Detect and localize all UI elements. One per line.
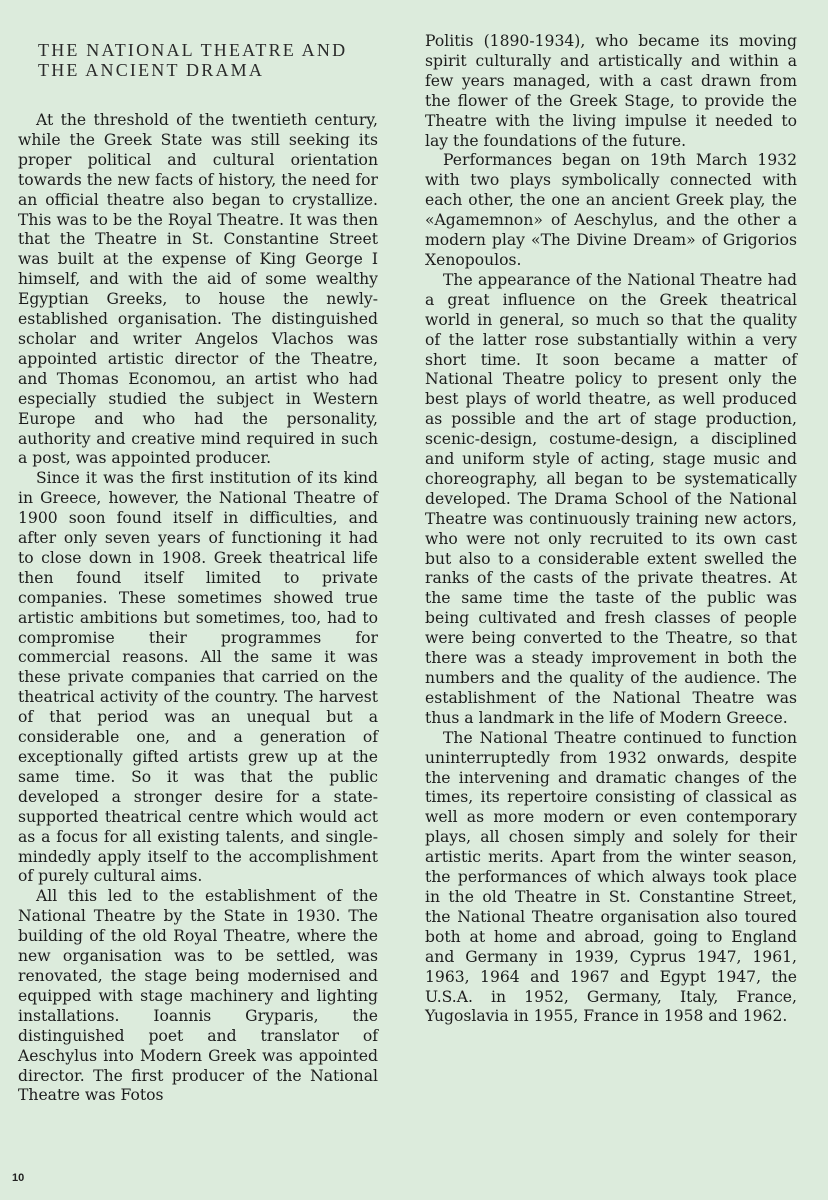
title-line-2: THE ANCIENT DRAMA	[38, 60, 265, 80]
right-column	[425, 32, 797, 1027]
paragraph-1: At the threshold of the twentieth century, while the Greek State was still seeking its proper political and cultural orientation towards the new facts of history, the need for an official theatre also began to crystallize. This was to be the Royal Theatre. It was then that the Theatre in St. Constantine Street was built at the expense of King George I himself, and with the aid of some wealthy Egyptian Greeks, to house the newly-established organisation. The distinguished scholar and writer Angelos Vlachos was appointed artistic director of the Theatre, and Thomas Economou, an artist who had especially studied the subject in Western Europe and who had the personality, authority and creative mind required in such a post, was appointed producer.	[18, 111, 378, 468]
article-title	[38, 40, 388, 80]
paragraph-4: Performances began on 19th March 1932 with two plays symbolically connected with each other, the one an ancient Greek play, the «Agamemnon» of Aeschylus, and the other a modern play «The Divine Dream» of Grigorios Xenopoulos.	[425, 151, 797, 269]
paragraph-6: The National Theatre continued to function uninterruptedly from 1932 onwards, despite the intervening and dramatic changes of the times, its repertoire consisting of classical as well as more modern or even contemporary plays, all chosen simply and solely for their artistic merits. Apart from the winter season, the performances of which always took place in the old Theatre in St. Constantine Street, the National Theatre organisation also toured both at home and abroad, going to England and Germany in 1939, Cyprus 1947, 1961, 1963, 1964 and 1967 and Egypt 1947, the U.S.A. in 1952, Germany, Italy, France, Yugoslavia in 1955, France in 1958 and 1962.	[425, 728, 797, 1026]
left-column	[18, 111, 378, 1106]
paragraph-3-continued: Politis (1890-1934), who became its moving spirit culturally and artistically and within a few years managed, with a cast drawn from the flower of the Greek Stage, to provide the Theatre with the living impulse it needed to lay the foundations of the future.	[425, 32, 797, 150]
paragraph-2: Since it was the first institution of its kind in Greece, however, the National Theatre of 1900 soon found itself in difficulties, and after only seven years of functioning it had to close down in 1908. Greek theatrical life then found itself limited to private companies. These sometimes showed true artistic ambitions but sometimes, too, had to compromise their programmes for commercial reasons. All the same it was these private companies that carried on the theatrical activity of the country. The harvest of that period was an unequal but a considerable one, and a generation of exceptionally gifted artists grew up at the same time. So it was that the public developed a stronger desire for a state-supported theatrical centre which would act as a focus for all existing talents, and single-mindedly apply itself to the accomplishment of purely cultural aims.	[18, 469, 378, 886]
page-number: 10	[12, 1172, 25, 1184]
paragraph-5: The appearance of the National Theatre had a great influence on the Greek theatrical world in general, so much so that the quality of the latter rose substantially within a very short time. It soon became a matter of National Theatre policy to present only the best plays of world theatre, as well produced as possible and the art of stage production, scenic-design, costume-design, a disciplined and uniform style of acting, stage music and choreography, all began to be systematically developed. The Drama School of the National Theatre was continuously training new actors, who were not only recruited to its own cast but also to a considerable extent swelled the ranks of the casts of the private theatres. At the same time the taste of the public was being cultivated and fresh classes of people were being converted to the Theatre, so that there was a steady improvement in both the numbers and the quality of the audience. The establishment of the National Theatre was thus a landmark in the life of Modern Greece.	[425, 270, 797, 727]
title-line-1: THE NATIONAL THEATRE AND	[38, 40, 348, 60]
paragraph-3: All this led to the establishment of the National Theatre by the State in 1930. The building of the old Royal Theatre, where the new organisation was to be settled, was renovated, the stage being modernised and equipped with stage machinery and lighting installations. Ioannis Gryparis, the distinguished poet and translator of Aeschylus into Modern Greek was appointed director. The first producer of the National Theatre was Fotos	[18, 887, 378, 1105]
